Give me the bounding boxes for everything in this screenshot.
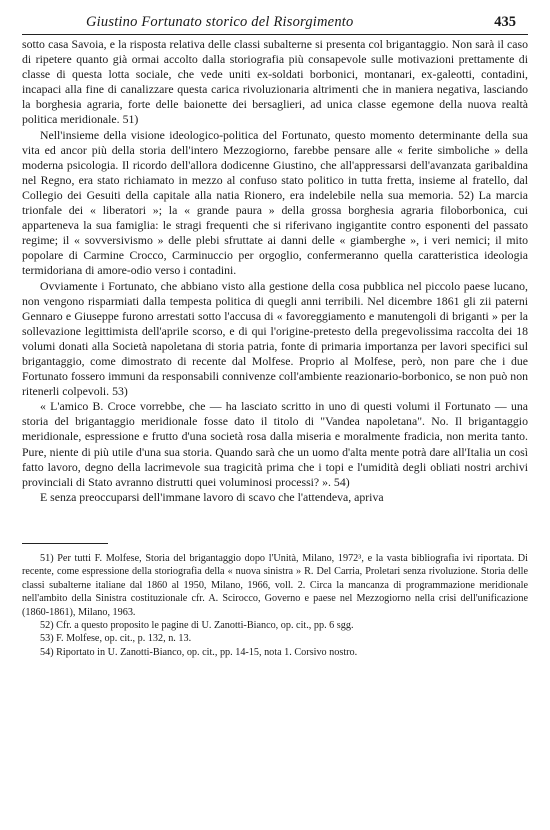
footnote: 51) Per tutti F. Molfese, Storia del brigantaggio dopo l'Unità, Milano, 1972³, e la vasta bibliografia ivi riportata. Di recente, come espressione della storiografia della « nuova sinistra » R. Del Carria, Proletari senza rivoluzione. Storia delle classi subalterne italiane dal 1860 al 1950, Milano, 1966, voll. 2. Circa la mancanza di programmazione meridionale nell'ambito della Sinistra costituzionale cfr. A. Scirocco, Governo e paese nel Mezzogiorno nella crisi dell'unificazione (1860-1861), Milano, 1963. <box>22 552 528 618</box>
footnote: 54) Riportato in U. Zanotti-Bianco, op. cit., pp. 14-15, nota 1. Corsivo nostro. <box>40 646 358 658</box>
running-title: Giustino Fortunato storico del Risorgimento <box>86 14 354 30</box>
paragraph: Ovviamente i Fortunato, che abbiano visto alla gestione della cosa pubblica nel piccolo paese lucano, non vengono risparmiati dalla tempesta politica di quegli anni terribili. Nel dicembre 1861 gli zii paterni Gennaro e Giuseppe furono arrestati sotto l'accusa di « favoreggiamento e manutengoli di briganti » per la sollevazione legittimista dell'aprile scorso, e di qui l'origine-pretesto della pregevolissima raccolta dei 18 volumi donati alla Società napoletana di storia patria, fonte di primaria importanza per lavori specifici sul brigantaggio, come dimostrato di recente dal Molfese. Proprio al Molfese, però, non pare che i due Fortunato fossero immuni da responsabili connivenze coll'ambiente reazionario-borbonico, se non può non ritenerli colpevoli. 53) <box>22 278 528 399</box>
paragraph: Nell'insieme della visione ideologico-politica del Fortunato, questo momento determinante della sua vita ed ancor più della storia dell'intero Mezzogiorno, farebbe pensare alle « ferite simboliche » della moderna psicologia. Il ricordo dell'allora dodicenne Giustino, che all'appressarsi dell'avanzata garibaldina nel Regno, era stato richiamato in mezzo al confuso stato politico in tutta fretta, insieme al fratello, dal Collegio dei Gesuiti della capitale alla natia Rionero, era indelebile nella sua memoria. 52) La marcia trionfale dei « liberatori »; la « grande paura » della grossa borghesia agraria filoborbonica, cui apparteneva la sua famiglia: le stragi frequenti che si riferivano ingigantite contro esponenti del passato regime; il « sovversivismo » delle plebi sfruttate ai danni delle « giamberghe », i veri nemici; il mito popolare di Carmine Crocco, Carminuccio per orgoglio, confermeranno quella caratteristica ideologia termidoriana di amore-odio verso i contadini. <box>22 127 528 278</box>
footnotes <box>22 552 528 659</box>
footnote: 52) Cfr. a questo proposito le pagine di U. Zanotti-Bianco, op. cit., pp. 6 sgg. <box>40 619 354 631</box>
paragraph: E senza preoccuparsi dell'immane lavoro di scavo che l'attendeva, apriva <box>40 489 384 504</box>
header-rule <box>22 34 528 35</box>
footnote: 53) F. Molfese, op. cit., p. 132, n. 13. <box>40 633 192 645</box>
paragraph: « L'amico B. Croce vorrebbe, che — ha lasciato scritto in uno di questi volumi il Fortunato — una storia del brigantaggio meridionale fosse dato il titolo di "Vandea napoletana". No. Il brigantaggio meridionale, espressione e frutto d'una società rosa dalla miseria e moralmente fradicia, non merita tanto. Pure, niente di più utile d'una sua storia. Quando sarà che un uomo d'alta mente potrà dare all'Italia un così fatto lavoro, degno della lacrimevole sua tragicità prima che i topi e l'umidità degli obliati nostri archivi provinciali di Stato avranno distrutti quei voluminosi processi? ». 54) <box>22 399 528 489</box>
page-number: 435 <box>494 14 516 30</box>
footnote-rule <box>22 543 108 544</box>
body-text <box>22 37 528 505</box>
running-header <box>22 14 528 31</box>
paragraph: sotto casa Savoia, e la risposta relativa delle classi subalterne si presenta col brigantaggio. Non sarà il caso di ripetere quanto già ormai accolto dalla storiografia più consapevole sulle motivazioni prettamente di classe di questa lotta sociale, che vede uniti ex-soldati borbonici, montanari, ex-galeotti, contadini, incapaci alla fine di canalizzare questa carica rivoluzionaria altrimenti che in maniera negativa, lasciando la borghesia agraria, forte delle baionette dei bersaglieri, ad unica classe egemone della nuova realtà politica meridionale. 51) <box>22 37 528 127</box>
